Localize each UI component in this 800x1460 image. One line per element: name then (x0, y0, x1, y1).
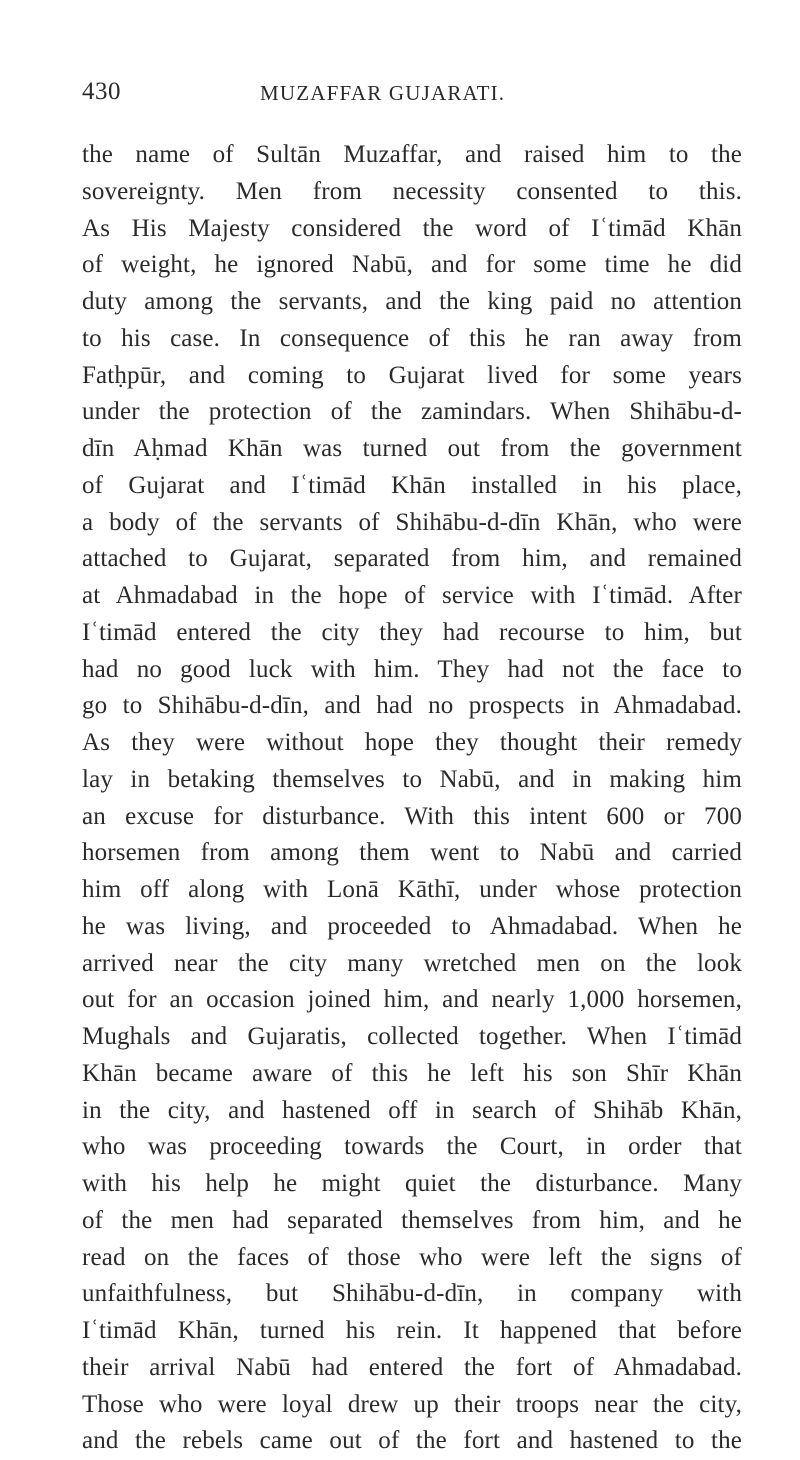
text-line: Fatḥpūr, and coming to Gujarat lived for some years (82, 361, 742, 389)
text-line: their arrival Nabū had entered the fort of Ahmadabad. (82, 1353, 742, 1381)
text-line: arrived near the city many wretched men on the look (82, 949, 742, 977)
text-line: had no good luck with him. They had not the face to (82, 655, 742, 683)
text-line: under the protection of the zamindars. When Shihābu-d- (82, 398, 742, 426)
text-line: read on the faces of those who were left the signs of (82, 1243, 742, 1271)
body-text (82, 137, 742, 1460)
text-line: of the men had separated themselves from him, and he (82, 1206, 742, 1234)
text-line: to his case. In consequence of this he ran away from (82, 324, 742, 352)
text-line: horsemen from among them went to Nabū and carried (82, 839, 742, 867)
text-line: an excuse for disturbance. With this intent 600 or 700 (82, 802, 742, 830)
text-line: lay in betaking themselves to Nabū, and in making him (82, 765, 742, 793)
text-line: As they were without hope they thought their remedy (82, 729, 742, 756)
text-line: As His Majesty considered the word of Iʿtimād Khān (82, 214, 742, 242)
text-line: sovereignty. Men from necessity consented to this. (82, 177, 742, 205)
text-line: dīn Aḥmad Khān was turned out from the government (82, 435, 742, 462)
text-line: with his help he might quiet the disturbance. Many (82, 1170, 742, 1197)
text-line: at Ahmadabad in the hope of service with Iʿtimād. After (82, 582, 742, 609)
text-line: Those who were loyal drew up their troops near the city, (82, 1390, 742, 1418)
text-line: he was living, and proceeded to Ahmadabad. When he (82, 912, 742, 940)
text-line: a body of the servants of Shihābu-d-dīn Khān, who were (82, 508, 742, 536)
text-line: and the rebels came out of the fort and hastened to the (82, 1427, 742, 1455)
page-header (82, 78, 737, 114)
page-number: 430 (82, 78, 121, 105)
text-line: attached to Gujarat, separated from him, and remained (82, 545, 742, 573)
text-line: Mughals and Gujaratis, collected together. When Iʿtimād (82, 1023, 742, 1050)
text-line: who was proceeding towards the Court, in order that (82, 1133, 742, 1161)
running-head: MUZAFFAR GUJARATI. (260, 81, 506, 105)
text-line: out for an occasion joined him, and nearly 1,000 horsemen, (82, 986, 742, 1014)
text-line: him off along with Lonā Kāthī, under whose protection (82, 876, 742, 903)
text-line: duty among the servants, and the king paid no attention (82, 288, 742, 315)
text-line: Khān became aware of this he left his son Shīr Khān (82, 1059, 742, 1087)
text-line: of Gujarat and Iʿtimād Khān installed in his place, (82, 471, 742, 499)
text-line: go to Shihābu-d-dīn, and had no prospects in Ahmadabad. (82, 692, 742, 720)
text-line: Iʿtimād Khān, turned his rein. It happened that before (82, 1317, 742, 1344)
text-line: unfaithfulness, but Shihābu-d-dīn, in company with (82, 1280, 742, 1308)
text-line: of weight, he ignored Nabū, and for some time he did (82, 251, 742, 279)
text-line: Iʿtimād entered the city they had recourse to him, but (82, 618, 742, 646)
text-line: in the city, and hastened off in search of Shihāb Khān, (82, 1096, 742, 1124)
text-line: the name of Sultān Muzaffar, and raised him to the (82, 141, 742, 168)
